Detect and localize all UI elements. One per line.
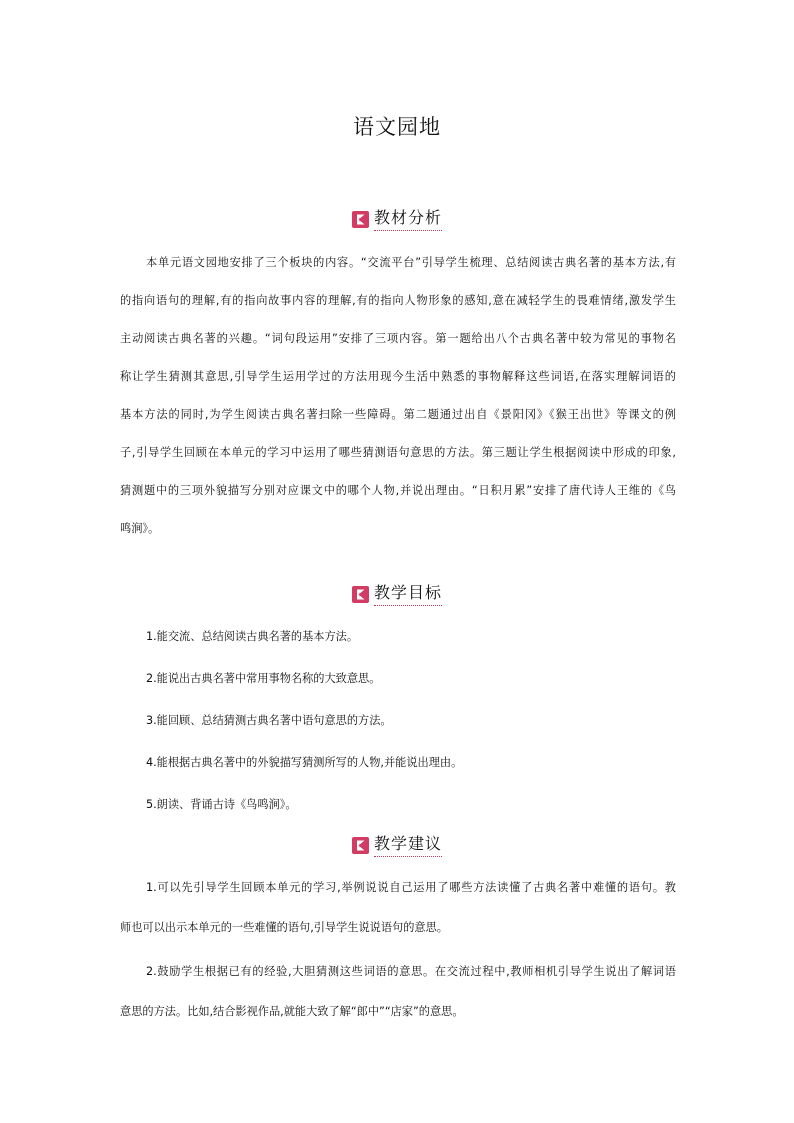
list-item: 1.能交流、总结阅读古典名著的基本方法。 bbox=[146, 630, 359, 643]
list-item: 5.朗读、背诵古诗《鸟鸣涧》。 bbox=[146, 798, 297, 811]
list-item: 4.能根据古典名著中的外貌描写猜测所写的人物,并能说出理由。 bbox=[146, 756, 463, 769]
list-item: 2.能说出古典名著中常用事物名称的大致意思。 bbox=[146, 672, 381, 685]
section-heading-suggestions bbox=[0, 834, 794, 857]
paragraph-line: 猜测题中的三项外貌描写分别对应课文中的哪个人物,并说出理由。“日积月累”安排了唐代诗人王维的《鸟 bbox=[120, 484, 676, 497]
paragraph-line: 2.鼓励学生根据已有的经验,大胆猜测这些词语的意思。在交流过程中,教师相机引导学生说出了解词语 bbox=[146, 965, 676, 978]
paragraph-line: 称让学生猜测其意思,引导学生运用学过的方法用现今生活中熟悉的事物解释这些词语,在落实理解词语的 bbox=[120, 370, 676, 383]
section-heading-label: 教学目标 bbox=[374, 583, 442, 606]
paragraph-line: 主动阅读古典名著的兴趣。“词句段运用”安排了三项内容。第一题给出八个古典名著中较为常见的事物名 bbox=[120, 332, 676, 345]
paragraph-line: 意思的方法。比如,结合影视作品,就能大致了解“郎中”“店家”的意思。 bbox=[120, 1005, 464, 1018]
paragraph-line: 的指向语句的理解,有的指向故事内容的理解,有的指向人物形象的感知,意在减轻学生的畏难情绪,激发学生 bbox=[120, 294, 676, 307]
paragraph-line: 基本方法的同时,为学生阅读古典名著扫除一些障碍。第二题通过出自《景阳冈》《猴王出世》等课文的例 bbox=[120, 408, 676, 421]
paragraph-line: 鸣涧》。 bbox=[120, 522, 160, 535]
paragraph-line: 1.可以先引导学生回顾本单元的学习,举例说说自己运用了哪些方法读懂了古典名著中难懂的语句。教 bbox=[146, 881, 676, 894]
section-heading-label: 教材分析 bbox=[374, 208, 442, 231]
section-heading-objectives bbox=[0, 583, 794, 606]
section-heading-analysis bbox=[0, 208, 794, 231]
section-heading-label: 教学建议 bbox=[374, 834, 442, 857]
section-marker-icon bbox=[352, 211, 369, 228]
section-marker-icon bbox=[352, 837, 369, 854]
paragraph-line: 子,引导学生回顾在本单元的学习中运用了哪些猜测语句意思的方法。第三题让学生根据阅读中形成的印象, bbox=[120, 446, 676, 459]
section-marker-icon bbox=[352, 586, 369, 603]
paragraph-line: 本单元语文园地安排了三个板块的内容。“交流平台”引导学生梳理、总结阅读古典名著的基本方法,有 bbox=[146, 256, 676, 269]
paragraph-line: 师也可以出示本单元的一些难懂的语句,引导学生说说语句的意思。 bbox=[120, 921, 448, 934]
page-title: 语文园地 bbox=[353, 115, 441, 139]
list-item: 3.能回顾、总结猜测古典名著中语句意思的方法。 bbox=[146, 714, 392, 727]
